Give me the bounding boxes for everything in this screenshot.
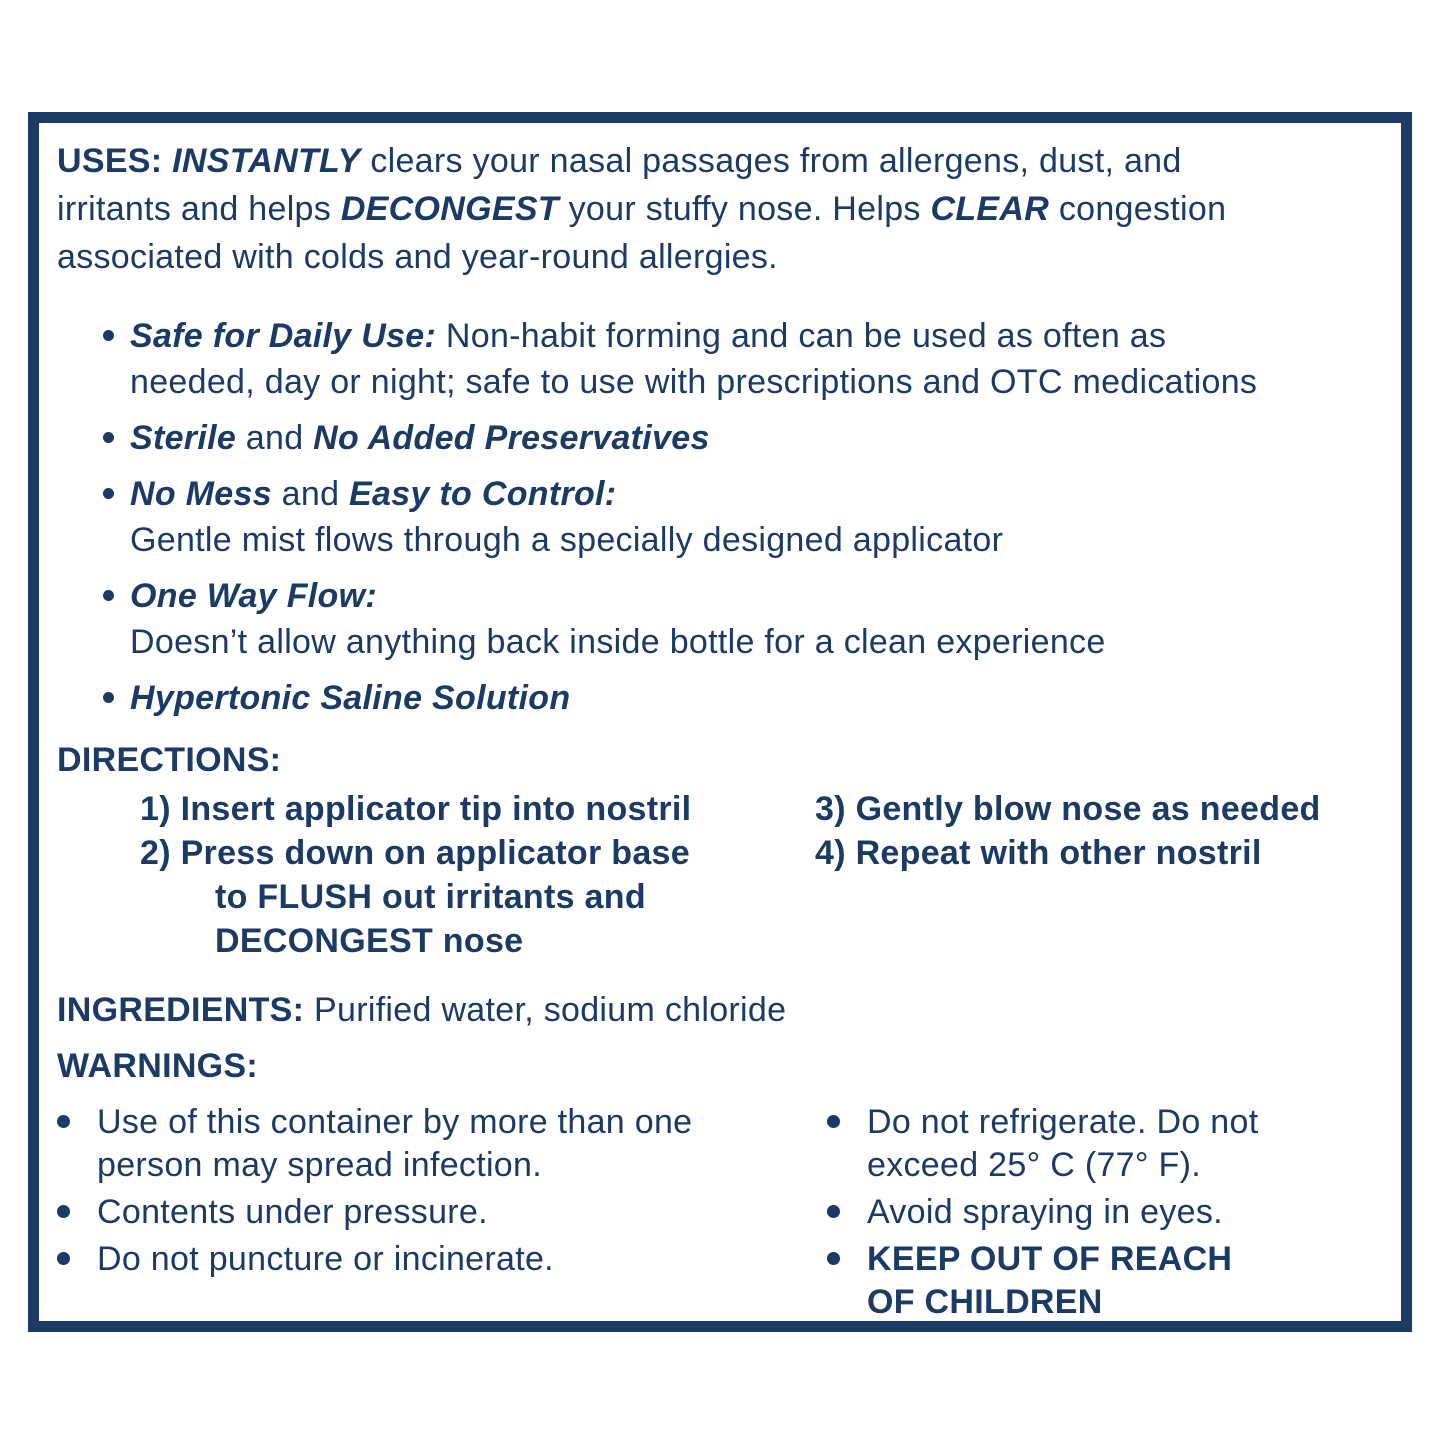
directions-column-1 — [140, 787, 815, 963]
warning-item-puncture — [57, 1238, 827, 1281]
bullet-icon — [827, 1115, 840, 1128]
warning-item-keep-out-of-reach — [827, 1238, 1258, 1324]
label-panel — [28, 112, 1412, 1332]
ingredients-heading: INGREDIENTS: — [57, 991, 305, 1029]
bullet-icon — [57, 1252, 70, 1265]
warnings-heading: WARNINGS: — [57, 1047, 259, 1085]
feature-text: Hypertonic Saline Solution — [130, 679, 571, 717]
warning-text: Do not refrigerate. Do not exceed 25° C (77° F). — [867, 1103, 1259, 1184]
feature-item-hypertonic-saline — [103, 675, 1393, 721]
bullet-icon — [827, 1252, 840, 1265]
direction-step-4: 4) Repeat with other nostril — [815, 834, 1262, 872]
warning-text: KEEP OUT OF REACH OF CHILDREN — [867, 1240, 1233, 1321]
feature-text: Sterile and No Added Preservatives — [130, 419, 710, 457]
warning-item-refrigerate — [827, 1101, 1258, 1187]
warning-item-pressure — [57, 1191, 827, 1234]
feature-item-one-way-flow — [103, 573, 1393, 665]
feature-text: Safe for Daily Use: Non-habit forming and can be used as often as needed, day or night; safe to use with prescriptions and OTC medications — [130, 317, 1258, 401]
bullet-icon — [827, 1205, 840, 1218]
warning-text: Avoid spraying in eyes. — [867, 1193, 1223, 1231]
warning-item-shared-use — [57, 1101, 827, 1187]
ingredients-line — [57, 987, 1393, 1033]
direction-step-1: 1) Insert applicator tip into nostril — [140, 790, 692, 828]
bullet-icon — [103, 590, 114, 601]
warning-text: Do not puncture or incinerate. — [97, 1240, 554, 1278]
warnings-list — [57, 1101, 1393, 1328]
warning-text: Use of this container by more than one person may spread infection. — [97, 1103, 693, 1184]
bullet-icon — [57, 1115, 70, 1128]
feature-item-sterile — [103, 415, 1393, 461]
directions-heading: DIRECTIONS: — [57, 741, 282, 779]
feature-text: One Way Flow: Doesn’t allow anything back inside bottle for a clean experience — [130, 577, 1106, 661]
bullet-icon — [57, 1205, 70, 1218]
feature-item-safe-daily-use — [103, 313, 1393, 405]
warning-item-eyes — [827, 1191, 1258, 1234]
warning-text: Contents under pressure. — [97, 1193, 488, 1231]
feature-item-no-mess — [103, 471, 1393, 563]
direction-step-2: 2) Press down on applicator base — [140, 834, 690, 872]
uses-paragraph: USES: INSTANTLY clears your nasal passages from allergens, dust, and irritants and helps DECONGEST your stuffy nose. Helps CLEAR congestion associated with colds and year-round allergies. — [57, 142, 1227, 276]
warnings-column-2 — [827, 1101, 1258, 1328]
bullet-icon — [103, 330, 114, 341]
feature-text: No Mess and Easy to Control: Gentle mist flows through a specially designed applicator — [130, 475, 1004, 559]
direction-step-3: 3) Gently blow nose as needed — [815, 790, 1321, 828]
bullet-icon — [103, 692, 114, 703]
bullet-icon — [103, 488, 114, 499]
ingredients-text: Purified water, sodium chloride — [304, 991, 787, 1029]
direction-step-2-continued: DECONGEST nose — [215, 922, 524, 960]
bullet-icon — [103, 432, 114, 443]
direction-step-2-continued: to FLUSH out irritants and — [215, 878, 646, 916]
feature-list — [57, 313, 1393, 721]
directions-list — [57, 787, 1393, 963]
warnings-column-1 — [57, 1101, 827, 1328]
directions-column-2 — [815, 787, 1321, 963]
